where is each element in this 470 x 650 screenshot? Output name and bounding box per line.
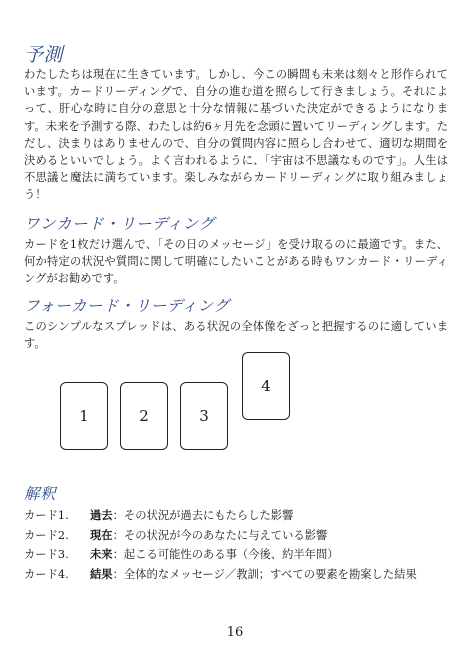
page-number: 16 bbox=[226, 625, 244, 640]
interpretation-row-2 bbox=[24, 526, 454, 546]
interpretation-term: 過去 bbox=[90, 508, 113, 522]
interpretation-text: 起こる可能性のある事（今後、約半年間） bbox=[123, 548, 339, 561]
forecast-heading: 予測 bbox=[24, 44, 64, 66]
interpretation-label: カード2. bbox=[24, 528, 69, 542]
interpretation-separator: ： bbox=[112, 567, 124, 581]
interpretation-row-3 bbox=[24, 545, 454, 565]
interpretation-text: その状況が過去にもたらした影響 bbox=[123, 509, 294, 522]
four-card-heading: フォーカード・リーディング bbox=[24, 297, 230, 315]
card-4: 4 bbox=[242, 352, 290, 420]
interpretation-term: 未来 bbox=[90, 547, 113, 561]
card-3: 3 bbox=[180, 382, 228, 450]
interpretation-term: 現在 bbox=[90, 527, 113, 542]
interpretation-list bbox=[24, 506, 454, 584]
card-2: 2 bbox=[120, 382, 168, 450]
interpretation-heading: 解釈 bbox=[24, 485, 57, 503]
interpretation-label: カード4. bbox=[24, 567, 69, 581]
interpretation-row-4 bbox=[24, 565, 454, 585]
one-card-paragraph: カードを1枚だけ選んで、「その日のメッセージ」を受け取るのに最適です。また、何か特定の状況や質問に関して明確にしたいことがある時もワンカード・リーディングがお勧めです。 bbox=[24, 238, 448, 286]
interpretation-label: カード1. bbox=[24, 509, 69, 522]
interpretation-text: その状況が今のあなたに与えている影響 bbox=[123, 528, 328, 542]
interpretation-separator: ： bbox=[112, 548, 124, 561]
interpretation-term: 結果 bbox=[90, 566, 113, 581]
forecast-paragraph: わたしたちは現在に生きています。しかし、今この瞬間も未来は刻々と形作られています。カードリーディングで、自分の進む道を照らして行きましょう。それによって、肝心な時に自分の意思と十分な情報に基づいた決定ができるようになります。未来を予測する際、わたしは約6ヶ月先を念頭に置いてリーディングします。ただし、決まりはありませんので、自分の質問内容に照らし合わせて、適切な期間を決めるといいでしょう。よく言われるように、「宇宙は不思議なものです」。人生は不思議と魔法に満ちています。楽しみながらカードリーディングに取り組みましょう！ bbox=[24, 68, 448, 202]
interpretation-label: カード3. bbox=[24, 548, 69, 561]
interpretation-row-1 bbox=[24, 506, 454, 526]
four-card-paragraph: このシンプルなスプレッドは、ある状況の全体像をざっと把握するのに適しています。 bbox=[24, 320, 448, 351]
interpretation-separator: ： bbox=[112, 509, 124, 522]
card-1: 1 bbox=[60, 382, 108, 450]
interpretation-text: 全体的なメッセージ／教訓；すべての要素を勘案した結果 bbox=[123, 567, 417, 581]
one-card-heading: ワンカード・リーディング bbox=[24, 215, 215, 233]
interpretation-separator: ： bbox=[112, 528, 124, 542]
